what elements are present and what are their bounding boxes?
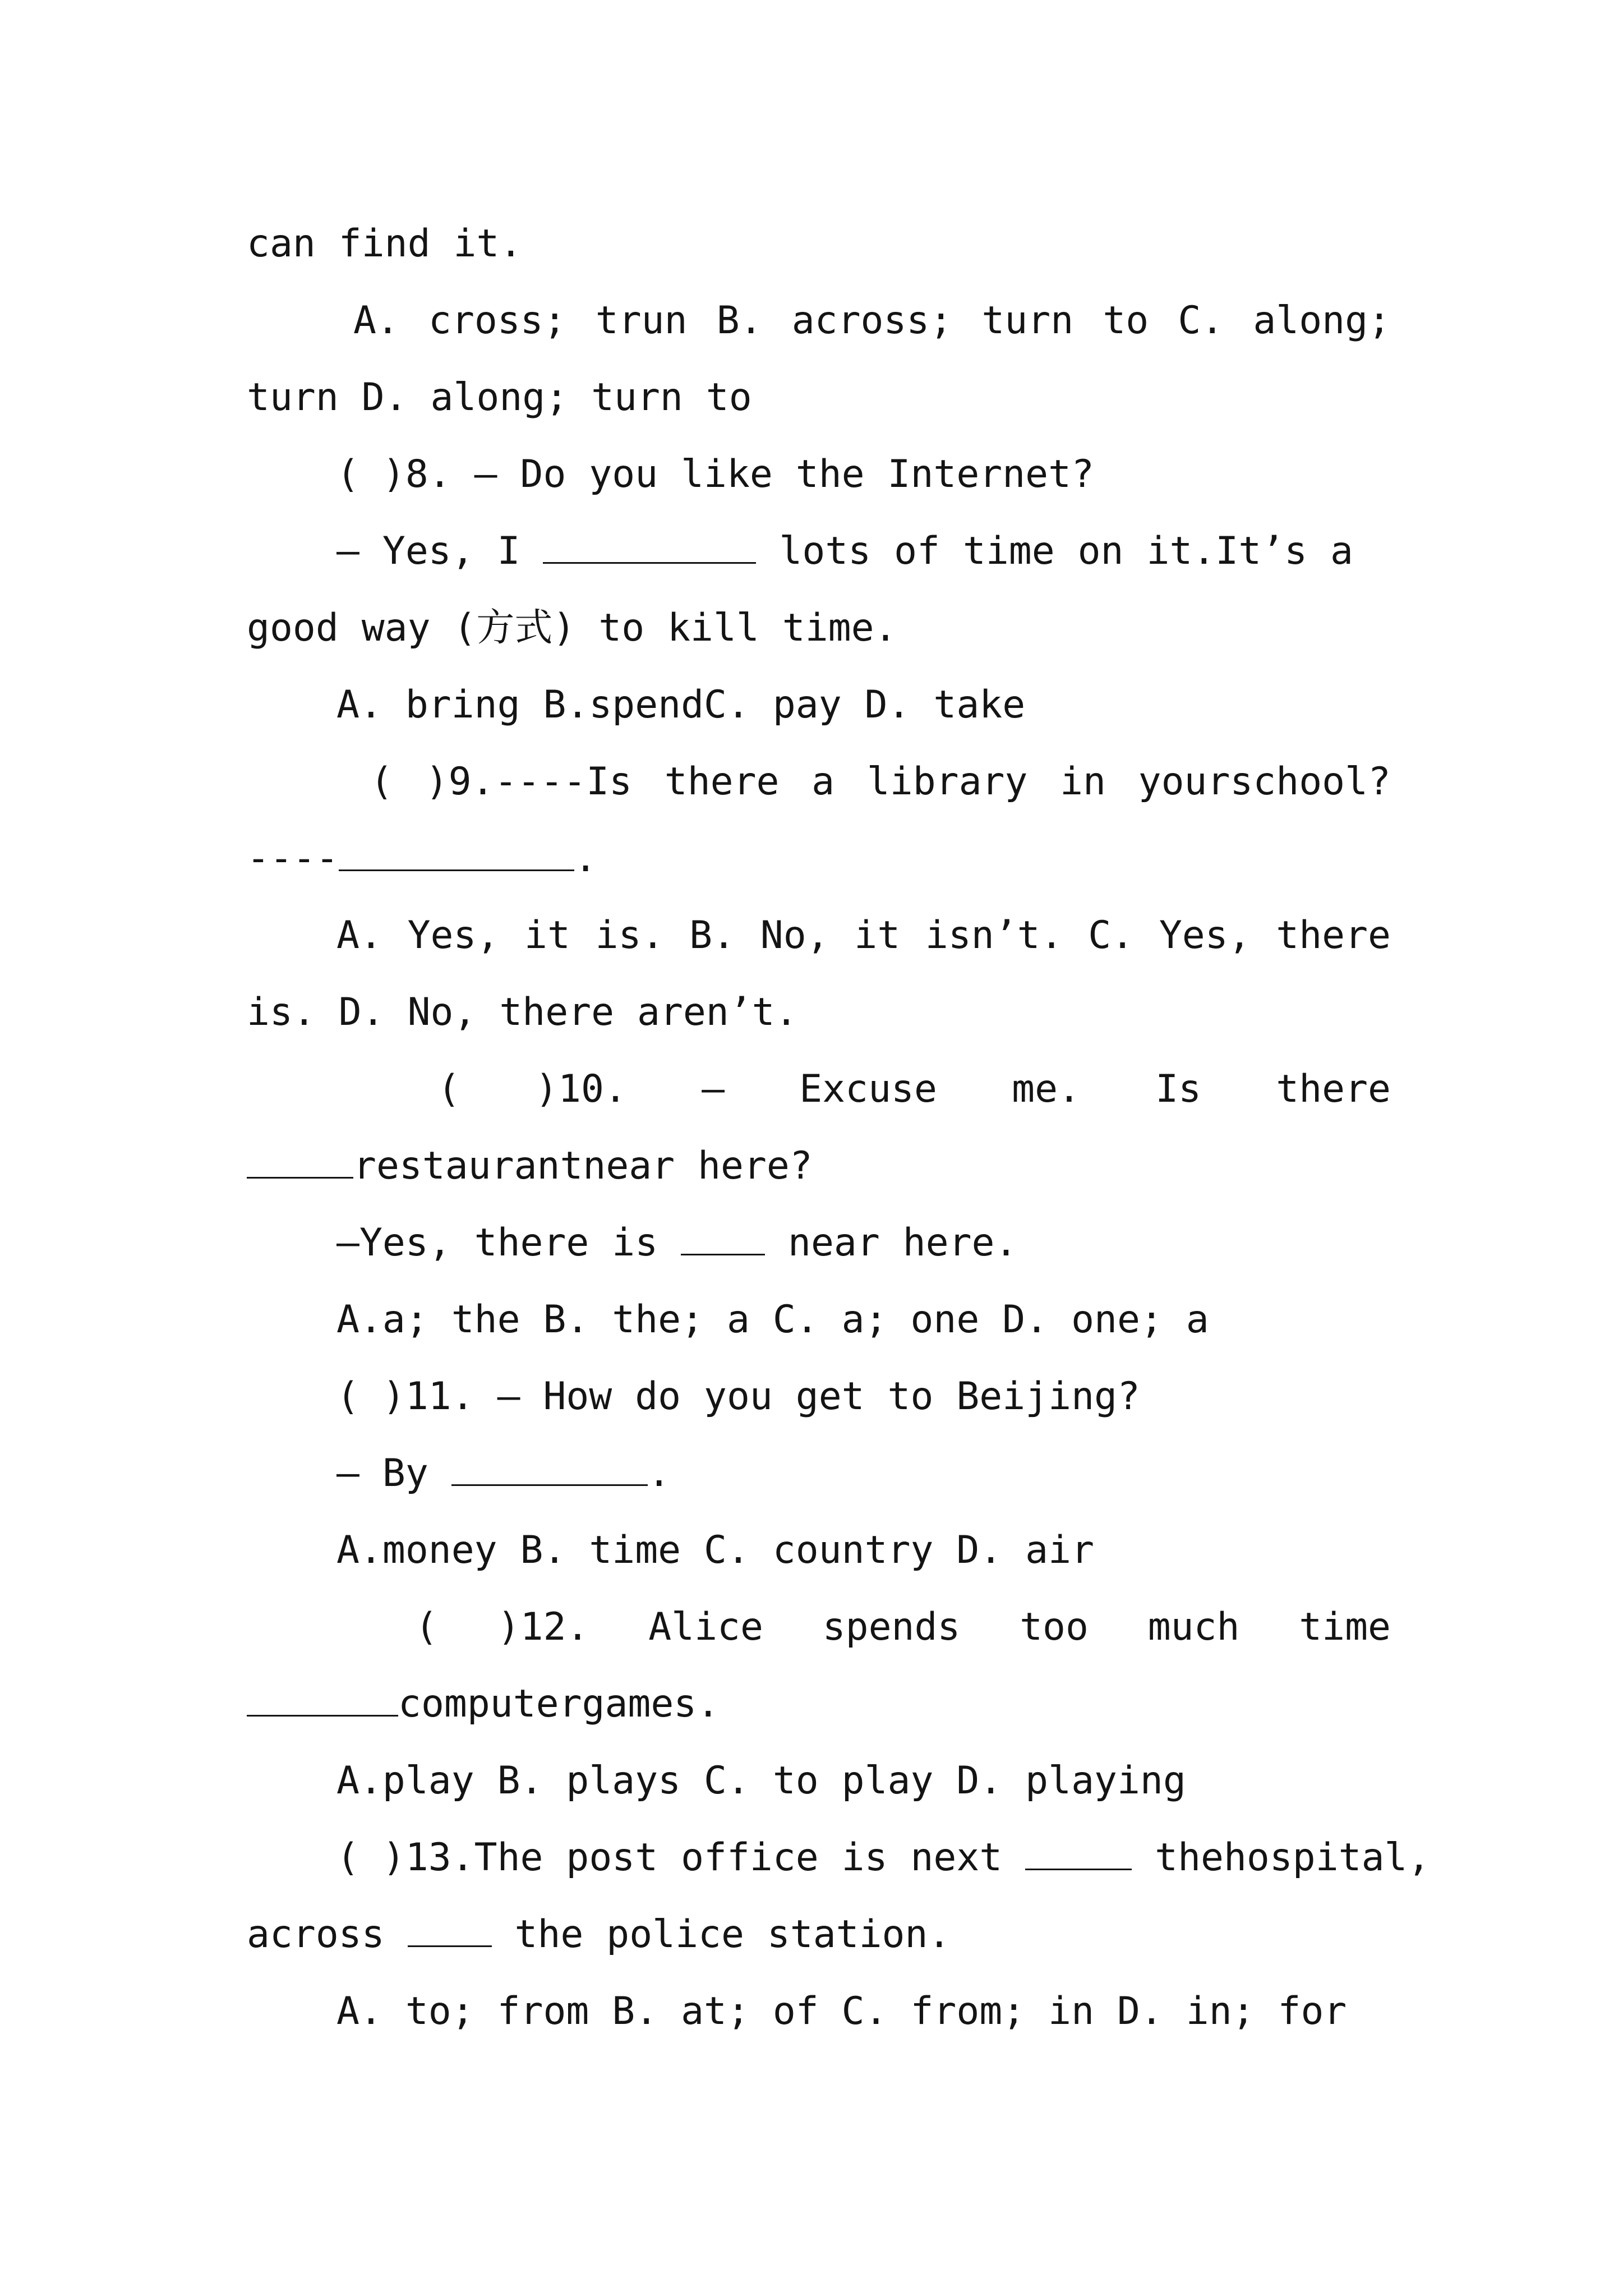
- question-9-prompt: ( )9.----Is there a library in yourschool?: [370, 760, 1391, 804]
- question-11-options: A.money B. time C. country D. air: [336, 1528, 1095, 1572]
- question-7-options-line-2: turn D. along; turn to: [247, 375, 752, 420]
- question-9-response-start: ----: [247, 836, 339, 881]
- question-10-response-end: near here.: [765, 1221, 1018, 1265]
- question-10-prompt-continuation: [247, 1128, 1391, 1204]
- question-9-options-line-1: A. Yes, it is. B. No, it isn’t. C. Yes, there: [336, 913, 1391, 958]
- question-10-prompt: ( )10. — Excuse me. Is there: [437, 1067, 1391, 1111]
- question-8-response: [336, 513, 1391, 590]
- question-10-response: [336, 1204, 1481, 1281]
- question-8-options: A. bring B.spendC. pay D. take: [336, 683, 1026, 727]
- question-11-response: [336, 1435, 1481, 1512]
- question-13-continuation-start: across: [247, 1912, 408, 1957]
- question-8-prompt: ( )8. — Do you like the Internet?: [336, 452, 1095, 496]
- answer-blank: [339, 836, 574, 871]
- question-10-options: A.a; the B. the; a C. a; one D. one; a: [336, 1297, 1209, 1342]
- question-13-prompt: [336, 1819, 1431, 1896]
- answer-blank: [408, 1912, 492, 1947]
- question-11-prompt: ( )11. — How do you get to Beijing?: [336, 1374, 1140, 1419]
- question-7-continuation: can find it.: [247, 222, 523, 266]
- question-12-prompt-continuation: [247, 1665, 1391, 1742]
- question-13-prompt-start: ( )13.The post office is next: [336, 1835, 1026, 1880]
- answer-blank: [681, 1220, 765, 1255]
- question-9-options-line-2: is. D. No, there aren’t.: [247, 990, 798, 1034]
- question-7-options-line-1: A. cross; trun B. across; turn to C. along;: [353, 298, 1391, 343]
- answer-blank: [451, 1451, 648, 1486]
- question-11-response-start: — By: [336, 1451, 451, 1496]
- question-9-response-end: .: [574, 836, 597, 881]
- question-9-response: [247, 820, 1391, 897]
- question-12-prompt-end: computergames.: [398, 1682, 720, 1726]
- question-13-options: A. to; from B. at; of C. from; in D. in; for: [336, 1989, 1347, 2033]
- question-13-prompt-continuation: [247, 1896, 1391, 1973]
- question-8-response-continuation: good way (方式) to kill time.: [247, 606, 897, 650]
- question-10-prompt-end: restaurantnear here?: [353, 1144, 813, 1188]
- answer-blank: [247, 1681, 398, 1717]
- answer-blank: [543, 528, 756, 564]
- question-11-response-end: .: [647, 1451, 671, 1496]
- question-8-response-end: lots of time on it.It’s a: [756, 529, 1353, 573]
- question-13-prompt-end: thehospital,: [1132, 1835, 1431, 1880]
- question-12-options: A.play B. plays C. to play D. playing: [336, 1759, 1186, 1803]
- question-8-response-start: — Yes, I: [336, 529, 543, 573]
- answer-blank: [247, 1143, 353, 1179]
- question-10-response-start: —Yes, there is: [336, 1221, 681, 1265]
- answer-blank: [1025, 1835, 1132, 1870]
- question-12-prompt: ( )12. Alice spends too much time: [415, 1605, 1391, 1649]
- question-13-continuation-end: the police station.: [491, 1912, 951, 1957]
